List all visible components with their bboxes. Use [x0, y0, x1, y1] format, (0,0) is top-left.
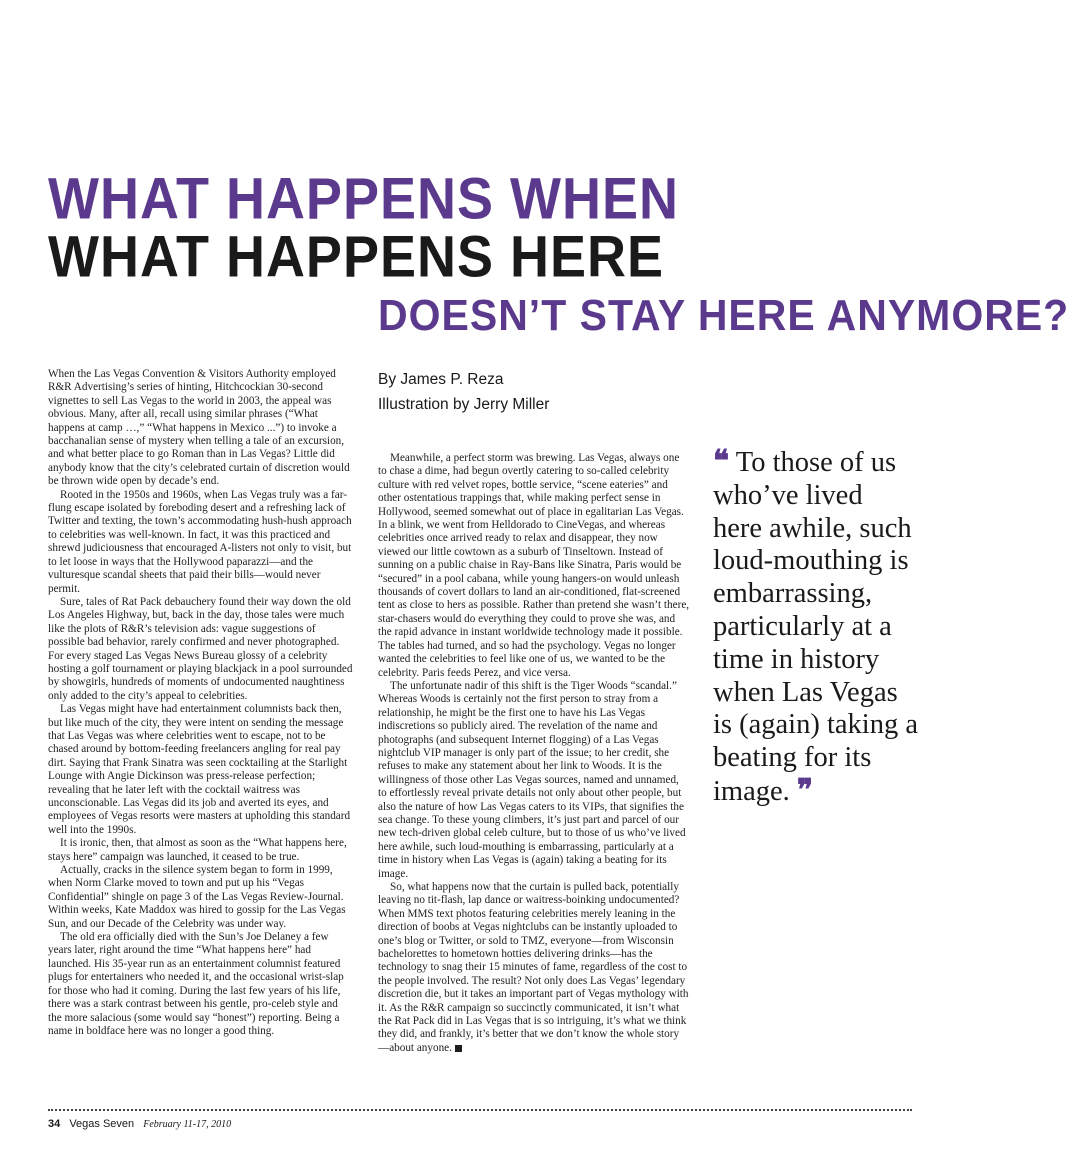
headline-line-3: DOESN’T STAY HERE ANYMORE?: [378, 290, 1069, 340]
paragraph: The unfortunate nadir of this shift is the Tiger Woods “scandal.” Whereas Woods is certainly not the first person to stray from a relationship, he might be the first one to have his Las Vegas indiscretions so publicly aired. The revelation of the name and photographs (and subsequent Internet flogging) of a Las Vegas nightclub VIP manager is only part of the issue; to her credit, she refuses to make any statement about her link to Woods. It is the willingness of those other Las Vegas sources, named and unnamed, to effortlessly reveal private details not only about other people, but also the nature of how Las Vegas caters to its VIPs, that signifies the sea change. To these young climbers, it’s just part and parcel of our new tech-driven global celeb culture, but to those of us who’ve lived here awhile, such loud-mouthing is embarrassing, particularly at a time in history when Las Vegas is (again) taking a beating for its image.: [378, 679, 686, 880]
pull-quote-text: To those of us who’ve lived here awhile, such loud-mouthing is embarrassing, particularly at a time in history when Las Vegas is (again) taking a beating for its image.: [713, 447, 918, 807]
headline-line-2: WHAT HAPPENS HERE: [48, 224, 665, 290]
paragraph: Las Vegas might have had entertainment columnists back then, but like much of the city, they were intent on sending the message that Las Vegas was where celebrities went to escape, not to be chased around by bottom-feeding freelancers angling for real pay dirt. Saying that Frank Sinatra was seen cocktailing at the Starlight Lounge with Angie Dickinson was press-release perfection; revealing that he later left with the cocktail waitress was unconscionable. Las Vegas did its job and averted its eyes, and employees of Vegas resorts were masters at upholding this standard well into the 1990s.: [48, 703, 351, 836]
pull-quote: [713, 446, 918, 809]
open-quote-icon: ❝: [713, 445, 730, 478]
page-footer: [48, 1118, 231, 1130]
article-column-1: [48, 368, 354, 1038]
paragraph-text: So, what happens now that the curtain is pulled back, potentially leaving no tit-flash, lap dance or waitress-boinking undocumented? When MMS text photos featuring celebrities merely leaning in the direction of boobs at Vegas nightclubs can be instantly uploaded to one’s blog or Twitter, or sold to TMZ, everyone—from Wisconsin bachelorettes to hometown hotties delivering drinks—has the technology to snag their 15 minutes of fame, regardless of the cost to the people involved. The result? Not only does Las Vegas’ legendary discretion die, but it takes an important part of Vegas mythology with it. As the R&R campaign so succinctly communicated, it isn’t what the Rat Pack did in Las Vegas that is so intriguing, it’s what we think they did, and frankly, it’s better that we don’t know the whole story—about anyone.: [378, 881, 689, 1054]
article-column-2: [378, 452, 690, 1055]
author-byline: By James P. Reza: [378, 371, 504, 388]
paragraph: [378, 881, 690, 1055]
footer-divider: [48, 1109, 912, 1111]
close-quote-icon: ❞: [796, 773, 814, 807]
illustrator-credit: Illustration by Jerry Miller: [378, 396, 550, 413]
paragraph: Sure, tales of Rat Pack debauchery found their way down the old Los Angeles Highway, but, back in the day, those tales were much like the plots of R&R’s television ads: vague suggestions of possible bad behavior, rarely confirmed and never photographed. For every staged Las Vegas News Bureau glossy of a celebrity hosting a golf tournament or playing blackjack in a pool surrounded by showgirls, hundreds of moments of undocumented naughtiness only added to the city’s appeal to celebrities.: [48, 595, 353, 702]
headline-line-1: WHAT HAPPENS WHEN: [48, 166, 679, 232]
paragraph: It is ironic, then, that almost as soon as the “What happens here, stays here” campaign was launched, it ceased to be true.: [48, 837, 347, 863]
paragraph: When the Las Vegas Convention & Visitors Authority employed R&R Advertising’s series of hinting, Hitchcockian 30-second vignettes to sell Las Vegas to the world in 2003, the appeal was obvious. Many, after all, recall using similar phrases (“What happens at camp …,” “What happens in Mexico ...”) to invoke a bacchanalian sense of mystery when telling a tale of an excursion, and what better place to go Roman than in Las Vegas? Little did anybody know that the city’s celebrated curtain of discretion would be thrown wide open by decade’s end.: [48, 368, 350, 488]
paragraph: Rooted in the 1950s and 1960s, when Las Vegas truly was a far-flung escape isolated by foreboding desert and a refreshing lack of Twitter and texting, the town’s accommodating hush-hush approach to celebrities was well-known. In fact, it was this practiced and shrewd judiciousness that encouraged A-listers not only to visit, but to let loose in ways that the Hollywood paparazzi—and the vulturesque scandal sheets that paid their bills—would never permit.: [48, 488, 352, 595]
paragraph: Actually, cracks in the silence system began to form in 1999, when Norm Clarke moved to town and put up his “Vegas Confidential” shingle on page 3 of the Las Vegas Review-Journal. Within weeks, Kate Maddox was hired to gossip for the Las Vegas Sun, and our Decade of the Celebrity was under way.: [48, 864, 346, 930]
publication-name: Vegas Seven: [69, 1118, 135, 1130]
paragraph: The old era officially died with the Sun’s Joe Delaney a few years later, right around the time “What happens here” had launched. His 35-year run as an entertainment columnist featured plugs for entertainers who needed it, and the occasional wrist-slap for those who had it coming. During the last few years of his life, there was a stark contrast between his gentle, pro-celeb style and the more salacious (some would say “honest”) reporting. Being a name in boldface here was no longer a good thing.: [48, 931, 344, 1037]
end-mark-icon: [455, 1045, 462, 1052]
page-number: 34: [48, 1118, 61, 1130]
issue-date: February 11-17, 2010: [143, 1119, 232, 1130]
paragraph: Meanwhile, a perfect storm was brewing. Las Vegas, always one to chase a dime, had begun overtly catering to so-called celebrity culture with red velvet ropes, bottle service, “scene eateries” and other ostentatious trappings that, while making perfect sense in Hollywood, seemed somewhat out of place in egalitarian Las Vegas. In a blink, we went from Helldorado to CineVegas, and whereas celebrities once arrived ready to relax and disappear, they now viewed our little cowtown as a suburb of Tinseltown. Instead of sunning on a public chaise in Ray-Bans like Sinatra, Paris would be “secured” in a pool cabana, while young hangers-on would unleash thousands of covert dollars to land an air-conditioned, flat-screened tent as close to hers as possible. Rather than pretend she wasn’t there, star-chasers would do everything they could to prove she was, and the rapid advance in instant worldwide technology made it possible. The tables had turned, and so had the psychology. Vegas no longer wanted the celebrities to feel like one of us, we wanted to be the celebrity. Paris feeds Perez, and vice versa.: [378, 452, 690, 679]
